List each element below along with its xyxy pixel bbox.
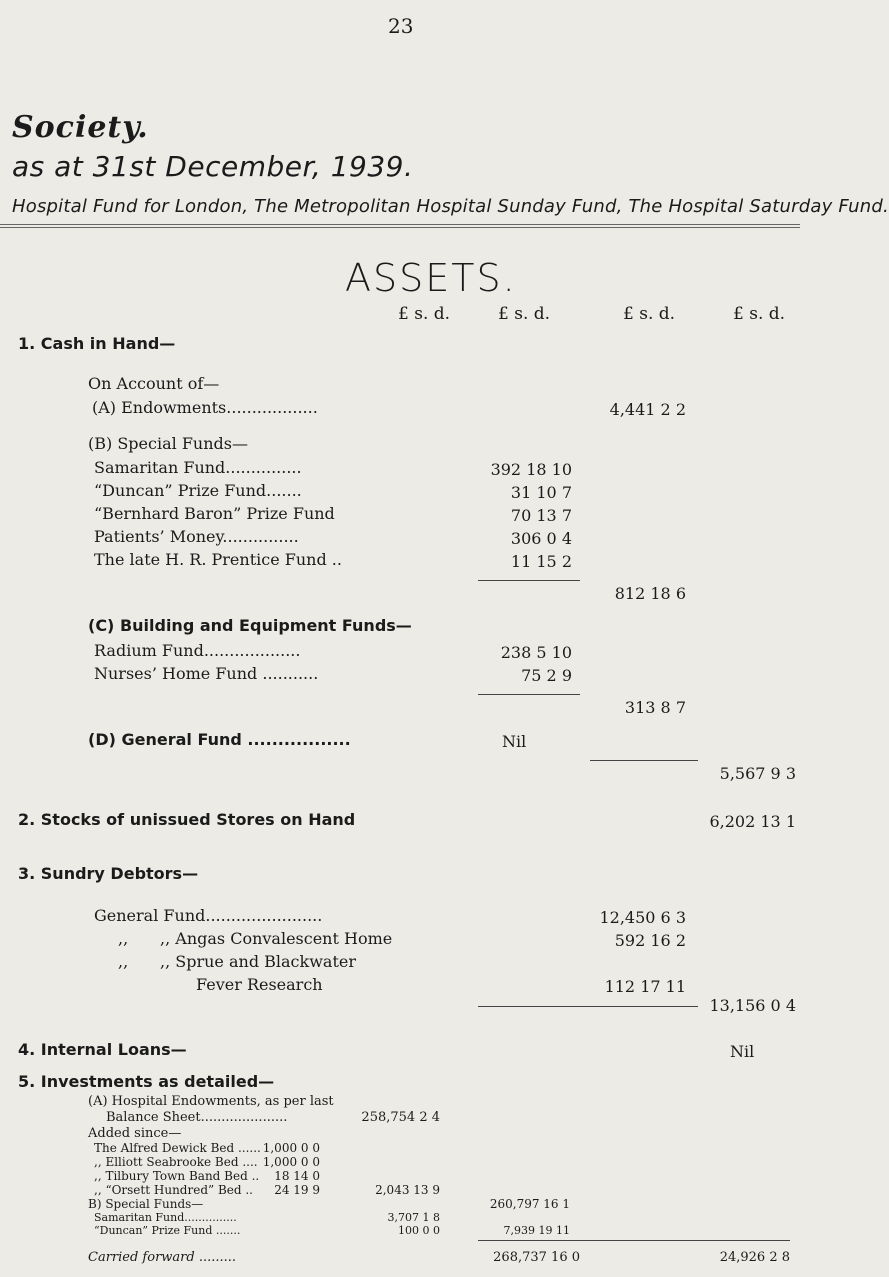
carried-forward-label: Carried forward ......... [88, 1250, 237, 1265]
item-2-stocks: 2. Stocks of unissued Stores on Hand [18, 810, 356, 829]
samaritan-value: 392 18 10 [490, 460, 572, 479]
society-heading: Society. [12, 110, 149, 145]
bernhard-value: 70 13 7 [510, 506, 572, 525]
funds-heading: Hospital Fund for London, The Metropolitan Hospital Sunday Fund, The Hospital Saturday Fund. [12, 196, 889, 217]
special-funds-rule [478, 580, 580, 581]
col3-header: £ s. d. [623, 304, 676, 324]
assets-title: ASSETS. [345, 256, 517, 300]
stocks-value: 6,202 13 1 [709, 812, 796, 831]
item-1-cash: 1. Cash in Hand— [18, 334, 176, 353]
special-funds-total: 812 18 6 [614, 584, 686, 603]
tilbury-label: ,, Tilbury Town Band Bed .. [94, 1169, 260, 1183]
patients-money-label: Patients’ Money............... [94, 527, 299, 546]
general-fund-value: Nil [502, 732, 527, 751]
inv-samaritan-value: 3,707 1 8 [387, 1211, 440, 1224]
inv-bequest-value [0, 0, 140, 1]
general-fund-label: (D) General Fund ................. [88, 730, 351, 749]
carried-forward-col3: 268,737 16 0 [493, 1250, 580, 1265]
special-funds-label: (B) Special Funds— [88, 434, 248, 453]
carried-forward-rule [478, 1240, 790, 1241]
inv-samaritan-label: Samaritan Fund............... [94, 1211, 237, 1224]
inv-endowments-label-2: Balance Sheet..................... [106, 1110, 288, 1125]
inv-endowments-total: 260,797 16 1 [489, 1197, 570, 1211]
building-funds-total: 313 8 7 [624, 698, 686, 717]
radium-label: Radium Fund................... [94, 641, 301, 660]
duncan-value: 31 10 7 [510, 483, 572, 502]
debtors-total: 13,156 0 4 [709, 996, 796, 1015]
bernhard-label: “Bernhard Baron” Prize Fund [94, 504, 335, 523]
debtors-sprue-value: 112 17 11 [604, 977, 686, 996]
debtors-general-label: General Fund....................... [94, 906, 323, 925]
as-at-date: as at 31st December, 1939. [12, 150, 414, 183]
debtors-sprue-label: ,, Sprue and Blackwater [160, 952, 356, 971]
dewick-value: 1,000 0 0 [262, 1141, 320, 1155]
added-since-label: Added since— [88, 1126, 182, 1141]
prentice-label: The late H. R. Prentice Fund .. [94, 550, 342, 569]
duncan-label: “Duncan” Prize Fund....... [94, 481, 302, 500]
endowments-value: 4,441 2 2 [609, 400, 686, 419]
inv-special-funds-label: B) Special Funds— [88, 1197, 204, 1211]
col4-header: £ s. d. [733, 304, 786, 324]
col1-header: £ s. d. [398, 304, 451, 324]
debtors-angas-ditto: ,, [118, 929, 129, 948]
nurses-home-label: Nurses’ Home Fund ........... [94, 664, 319, 683]
samaritan-label: Samaritan Fund............... [94, 458, 302, 477]
cash-total: 5,567 9 3 [719, 764, 796, 783]
endowments-label: (A) Endowments.................. [92, 398, 318, 417]
nurses-home-value: 75 2 9 [521, 666, 572, 685]
prentice-value: 11 15 2 [510, 552, 572, 571]
added-total: 2,043 13 9 [375, 1183, 440, 1197]
dewick-label: The Alfred Dewick Bed ...... [94, 1141, 261, 1155]
inv-duncan-label: “Duncan” Prize Fund ....... [94, 1224, 241, 1237]
debtors-sprue-label-2: Fever Research [196, 975, 323, 994]
header-rule [0, 224, 800, 225]
item-3-debtors: 3. Sundry Debtors— [18, 864, 199, 883]
debtors-sprue-ditto: ,, [118, 952, 129, 971]
seabrooke-label: ,, Elliott Seabrooke Bed .... [94, 1155, 258, 1169]
item-4-loans: 4. Internal Loans— [18, 1040, 187, 1059]
inv-special-total: 7,939 19 11 [503, 1224, 570, 1237]
item-5-investments: 5. Investments as detailed— [18, 1072, 275, 1091]
debtors-angas-label: ,, Angas Convalescent Home [160, 929, 393, 948]
building-funds-label: (C) Building and Equipment Funds— [88, 616, 412, 635]
loans-value: Nil [730, 1042, 755, 1061]
inv-endowments-label: (A) Hospital Endowments, as per last [88, 1094, 334, 1109]
inv-bernhard-label [260, 1224, 275, 1225]
debtors-general-value: 12,450 6 3 [599, 908, 686, 927]
page-number: 23 [388, 14, 414, 38]
debtors-angas-value: 592 16 2 [614, 931, 686, 950]
tilbury-value: 18 14 0 [274, 1169, 320, 1183]
carried-forward-col4: 24,926 2 8 [719, 1250, 790, 1265]
header-rule-2 [0, 227, 800, 228]
seabrooke-value: 1,000 0 0 [262, 1155, 320, 1169]
radium-value: 238 5 10 [500, 643, 572, 662]
orsett-label: ,, “Orsett Hundred” Bed .. [94, 1183, 253, 1197]
orsett-value: 24 19 9 [274, 1183, 320, 1197]
patients-money-value: 306 0 4 [510, 529, 572, 548]
col2-header: £ s. d. [498, 304, 551, 324]
inv-endowments-value: 258,754 2 4 [361, 1110, 440, 1125]
cash-rule [590, 760, 698, 761]
on-account-label: On Account of— [88, 374, 220, 393]
inv-duncan-value: 100 0 0 [398, 1224, 440, 1237]
building-funds-rule [478, 694, 580, 695]
